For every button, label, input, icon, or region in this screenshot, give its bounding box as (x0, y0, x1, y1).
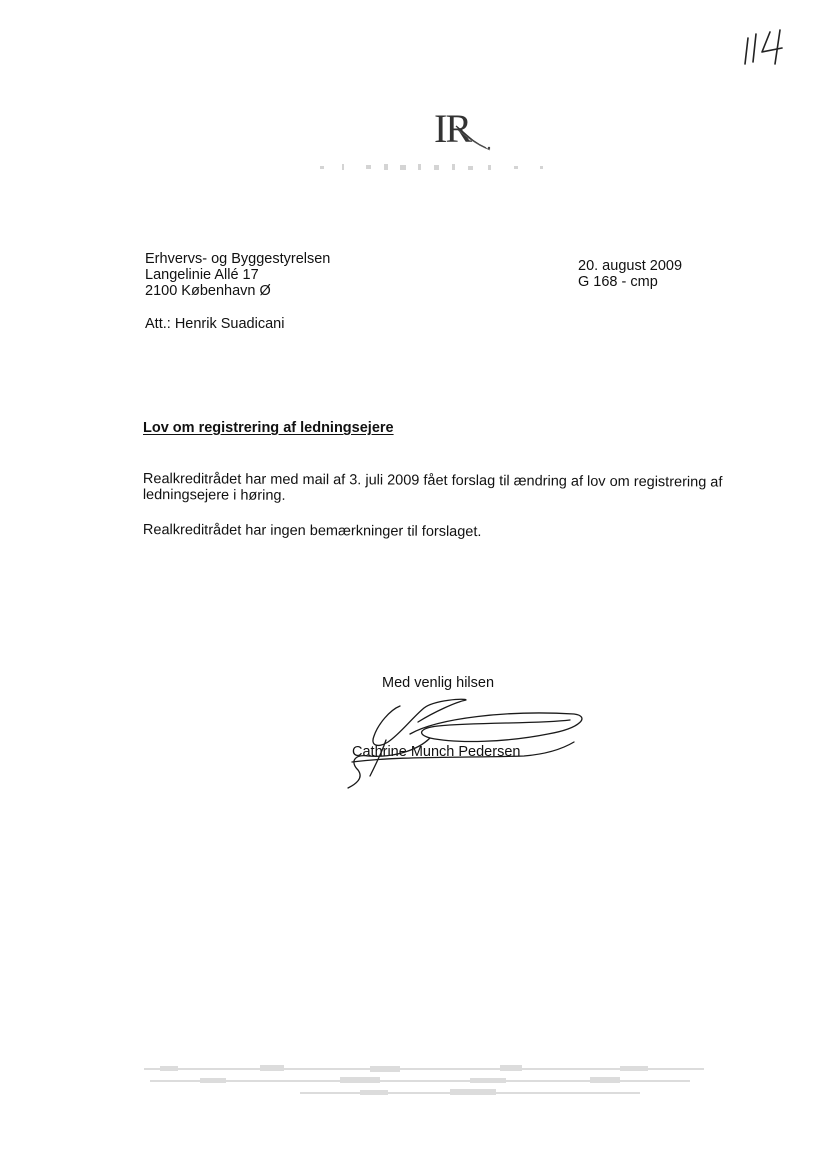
date-reference-block (578, 258, 682, 290)
recipient-line-1: Erhvervs- og Byggestyrelsen (145, 251, 331, 267)
recipient-line-3: 2100 København Ø (145, 283, 271, 299)
svg-text:IR: IR (434, 106, 470, 151)
closing-greeting: Med venlig hilsen (382, 675, 495, 691)
body-paragraph-1-line-2: ledningsejere i høring. (142, 486, 286, 504)
letterhead-faint-text (318, 160, 548, 174)
signer-name: Cathrine Munch Pedersen (352, 744, 521, 760)
realkreditraadet-logo (432, 104, 496, 156)
body-paragraph-2: Realkreditrådet har ingen bemærkninger til forslaget. (142, 522, 482, 541)
recipient-address (145, 251, 330, 299)
handwritten-page-number (742, 26, 792, 66)
body-paragraph-1-line-1: Realkreditrådet har med mail af 3. juli 2009 fået forslag til ændring af lov om registrering af (142, 471, 723, 491)
footer-faint-text (140, 1062, 730, 1112)
attention-line: Att.: Henrik Suadicani (145, 316, 285, 332)
letter-date: 20. august 2009 (578, 258, 683, 274)
recipient-line-2: Langelinie Allé 17 (145, 267, 259, 283)
handwritten-signature (338, 688, 588, 796)
letter-reference: G 168 - cmp (578, 274, 658, 290)
body-paragraph-1 (143, 471, 723, 507)
letter-subject: Lov om registrering af ledningsejere (143, 420, 394, 436)
